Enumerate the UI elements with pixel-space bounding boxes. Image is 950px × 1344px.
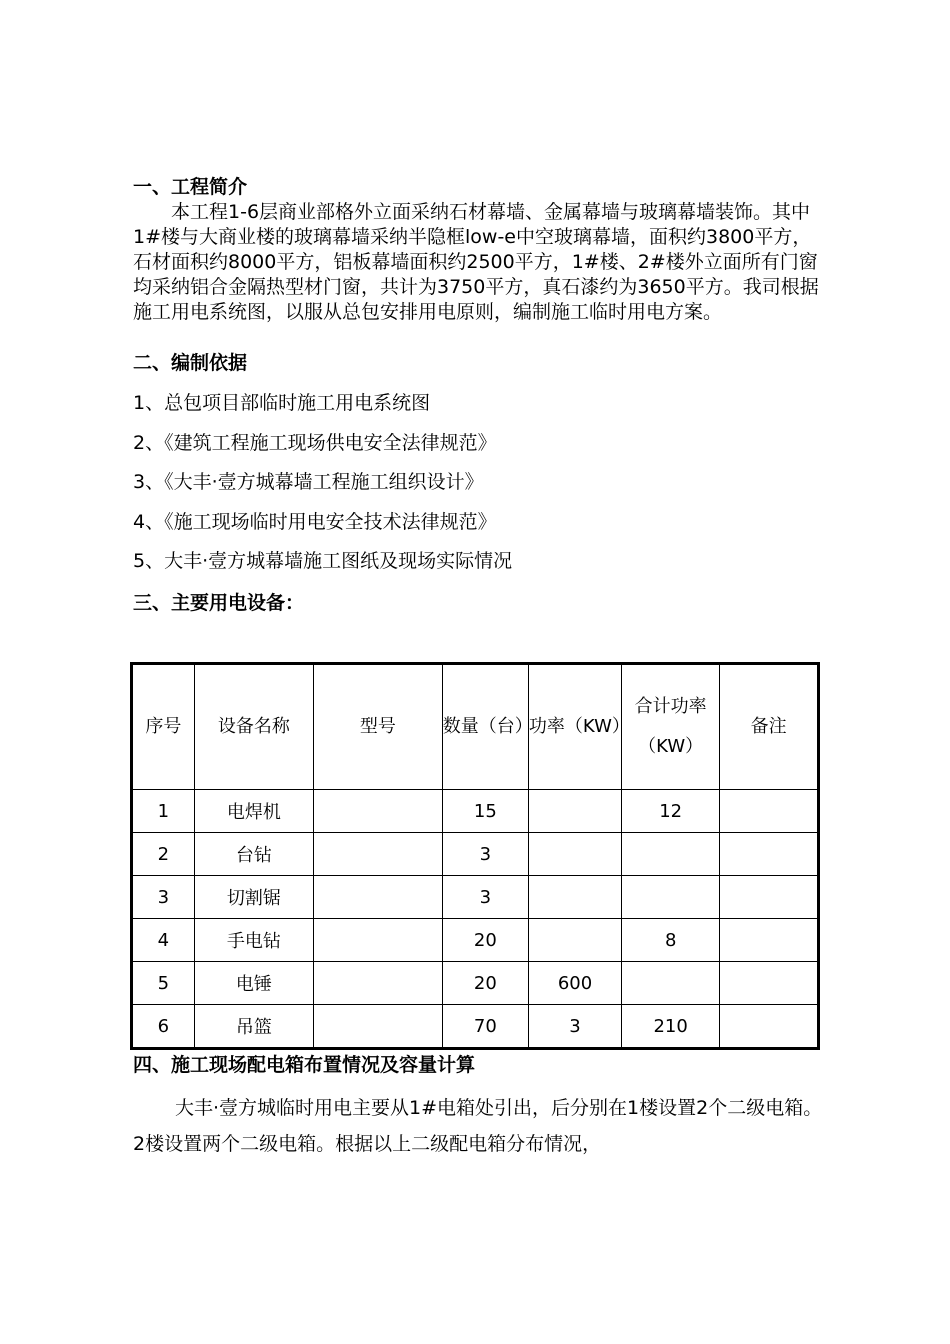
cell-model bbox=[313, 833, 442, 876]
section-heading-basis: 二、编制依据 bbox=[133, 352, 248, 374]
cell-qty: 3 bbox=[442, 876, 528, 919]
cell-power bbox=[528, 919, 621, 962]
cell-remarks bbox=[720, 876, 819, 919]
table-row bbox=[132, 962, 819, 1005]
header-name: 设备名称 bbox=[194, 664, 313, 790]
cell-remarks bbox=[720, 919, 819, 962]
header-model: 型号 bbox=[313, 664, 442, 790]
cell-name: 吊篮 bbox=[194, 1005, 313, 1049]
cell-no: 6 bbox=[132, 1005, 195, 1049]
cell-total-power: 8 bbox=[622, 919, 720, 962]
cell-power: 600 bbox=[528, 962, 621, 1005]
cell-qty: 70 bbox=[442, 1005, 528, 1049]
table-row bbox=[132, 919, 819, 962]
table-row bbox=[132, 876, 819, 919]
cell-total-power bbox=[622, 876, 720, 919]
table-header-row bbox=[132, 664, 819, 790]
cell-total-power: 12 bbox=[622, 790, 720, 833]
cell-name: 手电钻 bbox=[194, 919, 313, 962]
section-heading-overview: 一、工程简介 bbox=[133, 176, 248, 198]
cell-power: 3 bbox=[528, 1005, 621, 1049]
header-remarks: 备注 bbox=[720, 664, 819, 790]
distribution-text: 大丰·壹方城临时用电主要从1#电箱处引出，后分别在1楼设置2个二级电箱。2楼设置两个二级电箱。根据以上二级配电箱分布情况， bbox=[133, 1097, 823, 1155]
cell-name: 电锤 bbox=[194, 962, 313, 1005]
cell-qty: 3 bbox=[442, 833, 528, 876]
cell-no: 5 bbox=[132, 962, 195, 1005]
header-total-power: 合计功率（KW） bbox=[622, 664, 720, 790]
cell-power bbox=[528, 876, 621, 919]
equipment-table bbox=[130, 662, 820, 1050]
cell-model bbox=[313, 876, 442, 919]
cell-remarks bbox=[720, 833, 819, 876]
cell-remarks bbox=[720, 1005, 819, 1049]
table-row bbox=[132, 833, 819, 876]
cell-model bbox=[313, 919, 442, 962]
cell-qty: 20 bbox=[442, 962, 528, 1005]
table-row bbox=[132, 1005, 819, 1049]
header-qty: 数量（台） bbox=[442, 664, 528, 790]
section-heading-distribution: 四、施工现场配电箱布置情况及容量计算 bbox=[133, 1054, 476, 1076]
basis-item-2: 2、《建筑工程施工现场供电安全法律规范》 bbox=[133, 432, 497, 454]
cell-model bbox=[313, 1005, 442, 1049]
basis-item-4: 4、《施工现场临时用电安全技术法律规范》 bbox=[133, 511, 497, 533]
cell-remarks bbox=[720, 962, 819, 1005]
distribution-paragraph bbox=[133, 1090, 823, 1162]
cell-name: 电焊机 bbox=[194, 790, 313, 833]
cell-total-power bbox=[622, 833, 720, 876]
cell-no: 4 bbox=[132, 919, 195, 962]
section-heading-equipment: 三、主要用电设备： bbox=[133, 592, 305, 614]
cell-no: 1 bbox=[132, 790, 195, 833]
table-row bbox=[132, 790, 819, 833]
cell-total-power: 210 bbox=[622, 1005, 720, 1049]
cell-no: 3 bbox=[132, 876, 195, 919]
header-no: 序号 bbox=[132, 664, 195, 790]
overview-paragraph bbox=[133, 200, 823, 325]
cell-total-power bbox=[622, 962, 720, 1005]
cell-qty: 20 bbox=[442, 919, 528, 962]
overview-text: 本工程1-6层商业部格外立面采纳石材幕墙、金属幕墙与玻璃幕墙装饰。其中1#楼与大商业楼的玻璃幕墙采纳半隐框low-e中空玻璃幕墙，面积约3800平方，石材面积约8000平方，铝板幕墙面积约2500平方，1#楼、2#楼外立面所有门窗均采纳铝合金隔热型材门窗，共计为3750平方，真石漆约为3650平方。我司根据施工用电系统图，以服从总包安排用电原则，编制施工临时用电方案。 bbox=[133, 201, 819, 323]
cell-model bbox=[313, 790, 442, 833]
cell-power bbox=[528, 833, 621, 876]
cell-name: 切割锯 bbox=[194, 876, 313, 919]
cell-name: 台钻 bbox=[194, 833, 313, 876]
basis-item-1: 1、总包项目部临时施工用电系统图 bbox=[133, 392, 431, 414]
cell-remarks bbox=[720, 790, 819, 833]
basis-item-3: 3、《大丰·壹方城幕墙工程施工组织设计》 bbox=[133, 471, 484, 493]
cell-qty: 15 bbox=[442, 790, 528, 833]
header-power: 功率（KW） bbox=[528, 664, 621, 790]
cell-no: 2 bbox=[132, 833, 195, 876]
basis-item-5: 5、大丰·壹方城幕墙施工图纸及现场实际情况 bbox=[133, 550, 513, 572]
cell-power bbox=[528, 790, 621, 833]
cell-model bbox=[313, 962, 442, 1005]
